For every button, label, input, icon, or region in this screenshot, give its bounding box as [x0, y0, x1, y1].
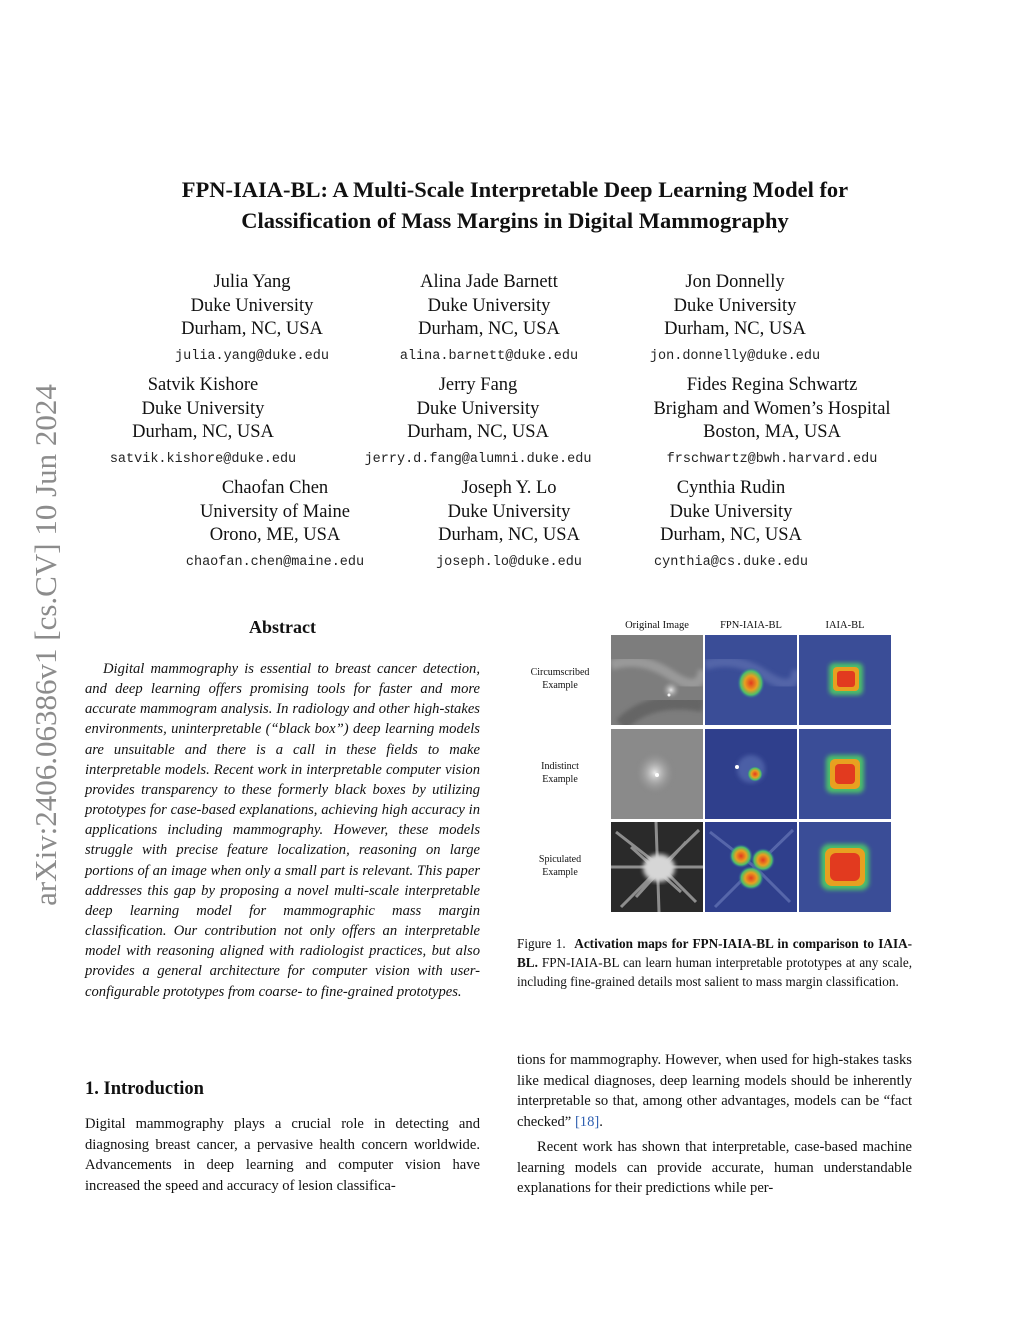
- author-affiliation: Duke University: [416, 398, 540, 419]
- author-location: Orono, ME, USA: [209, 525, 341, 545]
- author-block: [570, 271, 900, 368]
- activation-map: [799, 729, 891, 819]
- author-name: Julia Yang: [213, 272, 291, 292]
- author-affiliation: Duke University: [427, 295, 551, 316]
- section-heading-introduction: 1. Introduction: [85, 1079, 204, 1099]
- author-email[interactable]: jerry.d.fang@alumni.duke.edu: [364, 451, 592, 467]
- caption-text: FPN-IAIA-BL can learn human interpretable prototypes at any scale, including fine-grained details most salient to mass margin classification.: [517, 955, 913, 989]
- title-line-1: FPN-IAIA-BL: A Multi-Scale Interpretable Deep Learning Model for: [181, 177, 849, 202]
- author-affiliation: Brigham and Women’s Hospital: [653, 398, 891, 419]
- abstract-heading: Abstract: [249, 617, 316, 637]
- author-location: Durham, NC, USA: [438, 525, 580, 545]
- author-name: Jon Donnelly: [685, 272, 785, 292]
- author-block: [566, 477, 896, 574]
- figure-column-label: Original Image: [625, 620, 689, 631]
- author-location: Durham, NC, USA: [181, 319, 323, 339]
- citation-link[interactable]: [18]: [574, 1113, 600, 1130]
- author-affiliation: Duke University: [447, 501, 571, 522]
- mammogram-image: [611, 635, 703, 725]
- author-affiliation: University of Maine: [199, 501, 351, 522]
- activation-map: [705, 822, 797, 912]
- right-column-text: [517, 1050, 912, 1204]
- figure-caption: [517, 934, 912, 991]
- author-location: Durham, NC, USA: [407, 422, 549, 442]
- author-name: Cynthia Rudin: [676, 478, 786, 498]
- author-affiliation: Duke University: [141, 398, 265, 419]
- author-name: Jerry Fang: [438, 375, 518, 395]
- activation-map: [705, 635, 797, 725]
- author-location: Boston, MA, USA: [703, 422, 841, 442]
- author-block: [313, 374, 643, 471]
- paper-title: [90, 174, 940, 236]
- title-line-2: Classification of Mass Margins in Digital Mammography: [241, 208, 789, 233]
- author-email[interactable]: jon.donnelly@duke.edu: [649, 348, 821, 364]
- figure-row-label: Spiculated Example: [538, 854, 582, 878]
- author-name: Fides Regina Schwartz: [686, 375, 858, 395]
- introduction-text: Digital mammography plays a crucial role in detecting and diagnosing breast cancer, a pervasive health concern worldwide. Advancements in deep learning and computer vision have increased the speed and accuracy of lesion classifica-: [85, 1116, 480, 1194]
- author-name: Joseph Y. Lo: [461, 478, 557, 498]
- author-email[interactable]: julia.yang@duke.edu: [175, 348, 329, 364]
- author-name: Alina Jade Barnett: [420, 272, 558, 292]
- author-email[interactable]: satvik.kishore@duke.edu: [109, 451, 297, 467]
- author-location: Durham, NC, USA: [132, 422, 274, 442]
- paragraph: Recent work has shown that interpretable, case-based machine learning models can provide accurate, human understandable explanations for their predictions while per-: [517, 1139, 912, 1196]
- author-location: Durham, NC, USA: [660, 525, 802, 545]
- paragraph: tions for mammography. However, when used for high-stakes tasks like medical diagnoses, deep learning models should be inherently interpretable so that, among other advantages, models can be “fact checked” [18].: [517, 1052, 912, 1130]
- activation-map: [705, 729, 797, 819]
- author-affiliation: Duke University: [669, 501, 793, 522]
- author-block: [607, 374, 937, 471]
- figure-1: [517, 615, 917, 915]
- abstract-text: Digital mammography is essential to breast cancer detection, and deep learning offers promising tools for faster and more accurate mammogram analysis. In radiology and other high-stakes environments, uninterpretable (“black box”) deep learning models are unsuitable and there is a call in these fields to make interpretable models. Recent work in interpretable computer vision provides transparency to these formerly black boxes by utilizing prototypes for case-based explanations, achieving high accuracy in applications including mammography. However, these models struggle with precise feature localization, reasoning on large portions of an image when only a small part is relevant. This paper addresses this gap by proposing a novel multi-scale interpretable deep learning model for mammographic mass margin classification. Our contribution not only offers an interpretable model with reasoning aligned with radiologist practices, but also provides a general architecture for computer vision with user-configurable prototypes from coarse- to fine-grained prototypes.: [85, 661, 480, 1000]
- figure-row-label: Indistinct Example: [541, 761, 579, 785]
- activation-map: [799, 635, 891, 725]
- figure-column-label: FPN-IAIA-BL: [720, 620, 782, 631]
- author-affiliation: Duke University: [190, 295, 314, 316]
- figure-column-label: IAIA-BL: [825, 620, 865, 631]
- author-email[interactable]: alina.barnett@duke.edu: [399, 348, 579, 364]
- author-email[interactable]: chaofan.chen@maine.edu: [185, 554, 365, 570]
- author-location: Durham, NC, USA: [418, 319, 560, 339]
- author-location: Durham, NC, USA: [664, 319, 806, 339]
- author-name: Satvik Kishore: [147, 375, 259, 395]
- author-email[interactable]: frschwartz@bwh.harvard.edu: [666, 451, 878, 467]
- author-email[interactable]: cynthia@cs.duke.edu: [654, 554, 808, 570]
- arxiv-stamp: arXiv:2406.06386v1 [cs.CV] 10 Jun 2024: [28, 384, 63, 906]
- mammogram-image: [611, 729, 703, 819]
- mammogram-image: [611, 822, 703, 912]
- activation-map: [799, 822, 891, 912]
- caption-label: Figure 1.: [517, 936, 566, 951]
- author-name: Chaofan Chen: [221, 478, 329, 498]
- author-email[interactable]: joseph.lo@duke.edu: [436, 554, 582, 570]
- figure-row-label: Circumscribed Example: [530, 667, 590, 691]
- author-affiliation: Duke University: [673, 295, 797, 316]
- caption-bold: Activation maps for FPN-IAIA-BL in comparison to IAIA-BL.: [517, 936, 913, 970]
